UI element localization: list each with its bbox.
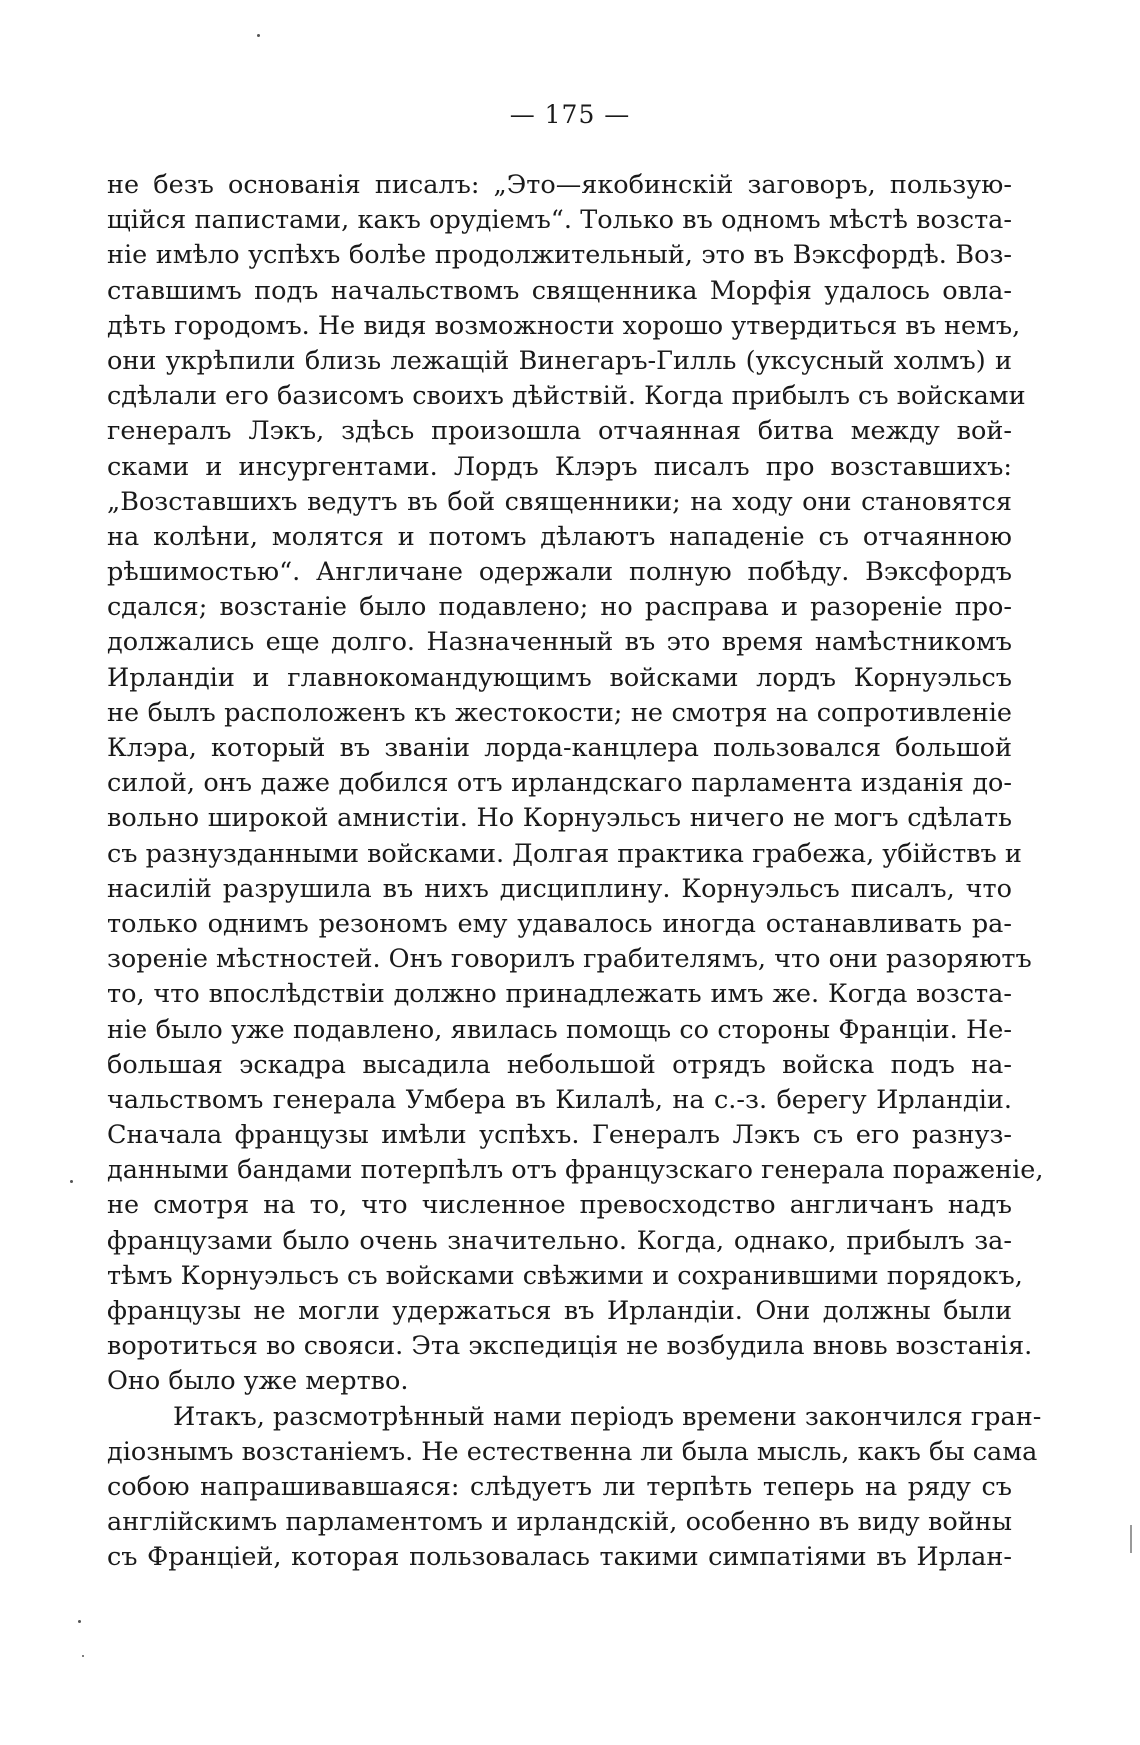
paragraph-2 xyxy=(107,1400,1042,1576)
text-line: ставшимъ подъ начальствомъ священника Морфія удалось овла- xyxy=(107,275,1012,306)
scan-speck xyxy=(78,1620,81,1623)
scan-edge-mark xyxy=(1130,1525,1132,1553)
text-line: рѣшимостью“. Англичане одержали полную побѣду. Вэксфордъ xyxy=(107,557,1012,588)
text-line: англійскимъ парламентомъ и ирландскій, особенно въ виду войны xyxy=(107,1507,1012,1538)
text-line: сдался; возстаніе было подавлено; но расправа и разореніе про- xyxy=(107,592,1012,623)
text-line: только однимъ резономъ ему удавалось иногда останавливать ра- xyxy=(107,908,1012,939)
text-line: они укрѣпили близь лежащій Винегаръ-Гилль (уксусный холмъ) и xyxy=(107,345,1012,376)
text-line: дѣть городомъ. Не видя возможности хорошо утвердиться въ немъ, xyxy=(107,310,1021,341)
text-line: ніе было уже подавлено, явилась помощь со стороны Франціи. Не- xyxy=(107,1014,1012,1045)
text-line: на колѣни, молятся и потомъ дѣлаютъ нападеніе съ отчаянною xyxy=(107,521,1012,552)
text-line: ніе имѣло успѣхъ болѣе продолжительный, это въ Вэксфордѣ. Воз- xyxy=(107,240,1012,271)
text-line: данными бандами потерпѣлъ отъ французскаго генерала пораженіе, xyxy=(107,1155,1044,1186)
text-line: сками и инсургентами. Лордъ Клэръ писалъ про возставшихъ: xyxy=(107,451,1012,482)
text-line: генералъ Лэкъ, здѣсь произошла отчаянная битва между вой- xyxy=(107,416,1012,447)
text-line: Итакъ, разсмотрѣнный нами періодъ времени закончился гран- xyxy=(173,1401,1042,1432)
text-line: силой, онъ даже добился отъ ирландскаго парламента изданія до- xyxy=(107,768,1012,799)
page-number: — 175 — xyxy=(509,100,631,129)
text-line: не былъ расположенъ къ жестокости; не смотря на сопротивленіе xyxy=(107,697,1012,728)
text-line: сдѣлали его базисомъ своихъ дѣйствій. Когда прибылъ съ войсками xyxy=(107,381,1026,412)
text-line: съ Франціей, которая пользовалась такими симпатіями въ Ирлан- xyxy=(107,1542,1012,1573)
text-line: Сначала французы имѣли успѣхъ. Генералъ Лэкъ съ его разнуз- xyxy=(107,1120,1012,1151)
scan-speck xyxy=(70,1180,73,1183)
text-line: большая эскадра высадила небольшой отрядъ войска подъ на- xyxy=(107,1049,1012,1080)
text-line: „Возставшихъ ведутъ въ бой священники; на ходу они становятся xyxy=(107,486,1012,517)
text-line: вольно широкой амнистіи. Но Корнуэльсъ ничего не могъ сдѣлать xyxy=(107,803,1012,834)
text-line: Ирландіи и главнокомандующимъ войсками лордъ Корнуэльсъ xyxy=(107,662,1012,693)
text-line: діознымъ возстаніемъ. Не естественна ли была мысль, какъ бы сама xyxy=(107,1436,1038,1467)
text-line: воротиться во свояси. Эта экспедиція не возбудила вновь возстанія. xyxy=(107,1331,1033,1362)
text-line: щійся папистами, какъ орудіемъ“. Только въ одномъ мѣстѣ возста- xyxy=(107,205,1012,236)
text-line: то, что впослѣдствіи должно принадлежать имъ же. Когда возста- xyxy=(107,979,1012,1010)
text-line: французами было очень значительно. Когда, однако, прибылъ за- xyxy=(107,1225,1012,1256)
body-text xyxy=(107,168,1044,1576)
text-line: Клэра, который въ званіи лорда-канцлера пользовался большой xyxy=(107,733,1012,763)
paragraph-1 xyxy=(107,168,1044,1400)
text-line: должались еще долго. Назначенный въ это время намѣстникомъ xyxy=(107,627,1012,658)
text-line: чальствомъ генерала Умбера въ Килалѣ, на с.-з. берегу Ирландіи. xyxy=(107,1084,1012,1115)
text-line: французы не могли удержаться въ Ирландіи. Они должны были xyxy=(107,1296,1012,1326)
text-line: тѣмъ Корнуэльсъ съ войсками свѣжими и сохранившими порядокъ, xyxy=(107,1260,1023,1291)
text-line: насилій разрушила въ нихъ дисциплину. Корнуэльсъ писалъ, что xyxy=(107,873,1012,904)
text-line: Оно было уже мертво. xyxy=(107,1366,409,1397)
scan-speck xyxy=(257,34,260,37)
text-line: собою напрашивавшаяся: слѣдуетъ ли терпѣть теперь на ряду съ xyxy=(107,1471,1012,1502)
scan-speck xyxy=(82,1655,84,1657)
text-line: не безъ основанія писалъ: „Это—якобинскій заговоръ, пользую- xyxy=(107,170,1012,200)
text-line: зореніе мѣстностей. Онъ говорилъ грабителямъ, что они разоряютъ xyxy=(107,944,1032,975)
text-line: не смотря на то, что численное превосходство англичанъ надъ xyxy=(107,1190,1012,1221)
text-line: съ разнузданными войсками. Долгая практика грабежа, убійствъ и xyxy=(107,838,1022,869)
